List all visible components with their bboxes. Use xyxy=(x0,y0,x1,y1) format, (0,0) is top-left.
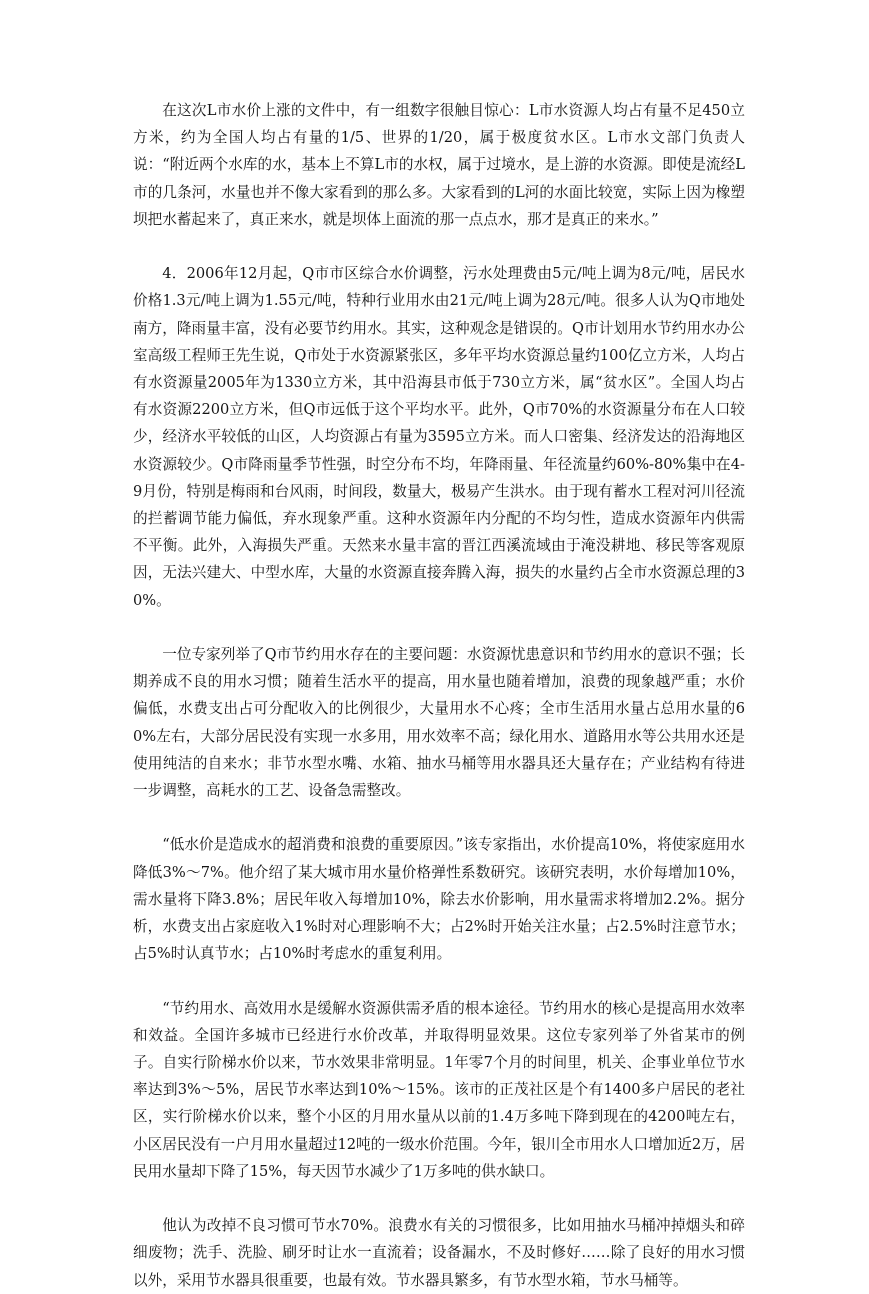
paragraph-l-city-water-price: 在这次L市水价上涨的文件中，有一组数字很触目惊心：L市水资源人均占有量不足450立方米，约为全国人均占有量的1/5、世界的1/20，属于极度贫水区。L市水文部门负责人说：“附近两个水库的水，基本上不算L市的水权，属于过境水，是上游的水资源。即使是流经L市的几条河，水量也并不像大家看到的那么多。大家看到的L河的水面比较宽，实际上因为橡塑坝把水蓄起来了，真正来水，就是坝体上面流的那一点点水，那才是真正的来水。” xyxy=(133,102,745,228)
paragraph-tiered-pricing-example: “节约用水、高效用水是缓解水资源供需矛盾的根本途径。节约用水的核心是提高用水效率和效益。全国许多城市已经进行水价改革，并取得明显效果。这位专家列举了外省某市的例子。自实行阶梯水价以来，节水效果非常明显。1年零7个月的时间里，机关、企事业单位节水率达到3%～5%，居民节水率达到10%～15%。该市的正茂社区是个有1400多户居民的老社区，实行阶梯水价以来，整个小区的月用水量从以前的1.4万多吨下降到现在的4200吨左右，小区居民没有一户月用水量超过12吨的一级水价范围。今年，银川全市用水人口增加近2万，居民用水量却下降了15%，每天因节水减少了1万多吨的供水缺口。 xyxy=(133,999,745,1180)
document-body xyxy=(133,97,745,1294)
paragraph-water-saving-problems: 一位专家列举了Q市节约用水存在的主要问题：水资源忧患意识和节约用水的意识不强；长期养成不良的用水习惯；随着生活水平的提高，用水量也随着增加，浪费的现象越严重；水价偏低，水费支出占可分配收入的比例很少，大量用水不心疼；全市生活用水量占总用水量的60%左右，大部分居民没有实现一水多用，用水效率不高；绿化用水、道路用水等公共用水还是使用纯洁的自来水；非节水型水嘴、水箱、抽水马桶等用水器具还大量存在；产业结构有待进一步调整，高耗水的工艺、设备急需整改。 xyxy=(133,646,745,800)
paragraph-bad-habits: 他认为改掉不良习惯可节水70%。浪费水有关的习惯很多，比如用抽水马桶冲掉烟头和碎细废物；洗手、洗脸、刷牙时让水一直流着；设备漏水，不及时修好……除了良好的用水习惯以外，采用节水器具很重要，也最有效。节水器具繁多，有节水型水箱，节水马桶等。 xyxy=(133,1217,745,1289)
paragraph-q-city-price-adjustment: 4．2006年12月起，Q市市区综合水价调整，污水处理费由5元/吨上调为8元/吨，居民水价格1.3元/吨上调为1.55元/吨，特种行业用水由21元/吨上调为28元/吨。很多人认为Q市地处南方，降雨量丰富，没有必要节约用水。其实，这种观念是错误的。Q市计划用水节约用水办公室高级工程师王先生说，Q市处于水资源紧张区，多年平均水资源总量约100亿立方米，人均占有水资源量2005年为1330立方米，其中沿海县市低于730立方米，属“贫水区”。全国人均占有水资源2200立方米，但Q市远低于这个平均水平。此外，Q市70%的水资源量分布在人口较少，经济水平较低的山区，人均资源占有量为3595立方米。而人口密集、经济发达的沿海地区水资源较少。Q市降雨量季节性强，时空分布不均，年降雨量、年径流量约60%-80%集中在4-9月份，特别是梅雨和台风雨，时间段，数量大，极易产生洪水。由于现有蓄水工程对河川径流的拦蓄调节能力偏低，弃水现象严重。这种水资源年内分配的不均匀性，造成水资源年内供需不平衡。此外，入海损失严重。天然来水量丰富的晋江西溪流域由于淹没耕地、移民等客观原因，无法兴建大、中型水库，大量的水资源直接奔腾入海，损失的水量约占全市水资源总理的30%。 xyxy=(133,265,745,609)
paragraph-low-price-analysis: “低水价是造成水的超消费和浪费的重要原因。”该专家指出，水价提高10%，将使家庭用水降低3%～7%。他介绍了某大城市用水量价格弹性系数研究。该研究表明，水价每增加10%，需水量将下降3.8%；居民年收入每增加10%，除去水价影响，用水量需求将增加2.2%。据分析，水费支出占家庭收入1%时对心理影响不大；占2%时开始关注水量；占2.5%时注意节水；占5%时认真节水；占10%时考虑水的重复利用。 xyxy=(133,836,745,963)
